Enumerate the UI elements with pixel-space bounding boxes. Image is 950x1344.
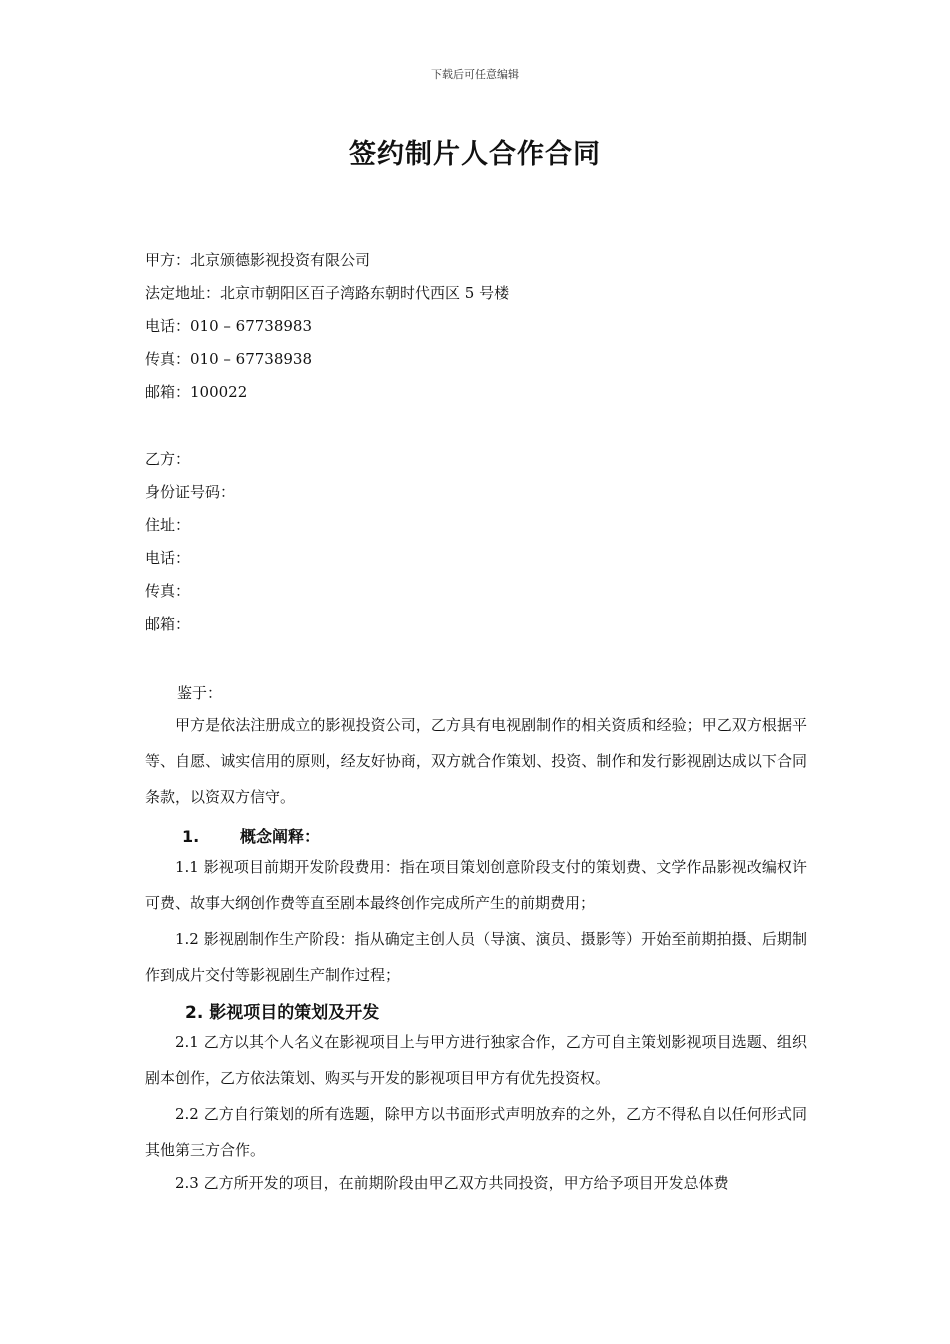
party-b-postcode: 邮箱： [145, 615, 191, 633]
header-note: 下载后可任意编辑 [431, 68, 519, 81]
party-a-address: 法定地址：北京市朝阳区百子湾路东朝时代西区 5 号楼 [145, 284, 510, 302]
party-b-address: 住址： [145, 516, 191, 534]
section-1-title: 概念阐释： [240, 827, 321, 846]
section-1-number: 1. [182, 827, 200, 846]
section-1-heading [182, 824, 320, 847]
party-a-phone: 电话：010 – 67738983 [145, 317, 313, 335]
party-a-name: 甲方：北京颁德影视投资有限公司 [145, 251, 371, 269]
whereas-label: 鉴于： [177, 684, 223, 702]
party-b-name: 乙方： [145, 450, 191, 468]
party-b-fax: 传真： [145, 582, 191, 600]
section-2-item-1: 2.1 乙方以其个人名义在影视项目上与甲方进行独家合作，乙方可自主策划影视项目选题、组织剧本创作，乙方依法策划、购买与开发的影视项目甲方有优先投资权。 [145, 1033, 807, 1087]
whereas-text: 甲方是依法注册成立的影视投资公司，乙方具有电视剧制作的相关资质和经验；甲乙双方根据平等、自愿、诚实信用的原则，经友好协商，双方就合作策划、投资、制作和发行影视剧达成以下合同条款，以资双方信守。 [145, 716, 807, 806]
party-a-fax: 传真：010 – 67738938 [145, 350, 313, 368]
section-1-item-1: 1.1 影视项目前期开发阶段费用：指在项目策划创意阶段支付的策划费、文学作品影视改编权许可费、故事大纲创作费等直至剧本最终创作完成所产生的前期费用； [145, 858, 807, 912]
section-2-item-2: 2.2 乙方自行策划的所有选题，除甲方以书面形式声明放弃的之外，乙方不得私自以任何形式同其他第三方合作。 [145, 1105, 807, 1159]
section-2-item-3: 2.3 乙方所开发的项目，在前期阶段由甲乙双方共同投资，甲方给予项目开发总体费 [175, 1174, 729, 1192]
party-a-postcode: 邮箱：100022 [145, 383, 248, 401]
party-b-phone: 电话： [145, 549, 191, 567]
section-2-heading: 2. 影视项目的策划及开发 [185, 1003, 380, 1023]
document-title: 签约制片人合作合同 [349, 139, 601, 170]
party-b-id-number: 身份证号码： [145, 483, 236, 501]
section-1-item-2: 1.2 影视剧制作生产阶段：指从确定主创人员（导演、演员、摄影等）开始至前期拍摄、后期制作到成片交付等影视剧生产制作过程； [145, 930, 807, 984]
